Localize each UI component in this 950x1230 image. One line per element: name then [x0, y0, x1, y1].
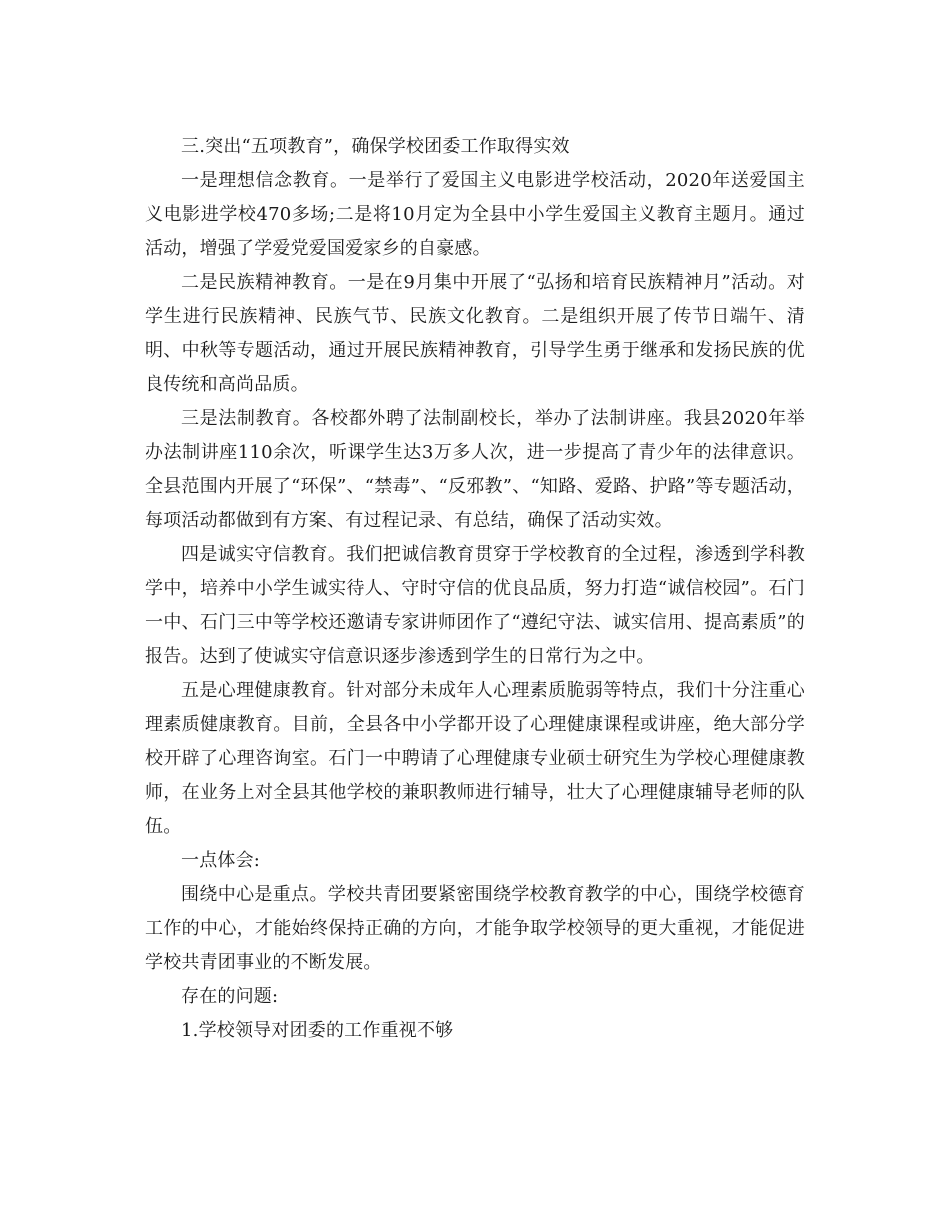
list-item-problem-1: 1.学校领导对团委的工作重视不够 [181, 1020, 454, 1041]
section-heading: 三.突出“五项教育”，确保学校团委工作取得实效 [181, 136, 570, 157]
paragraph-ideal-belief: 一是理想信念教育。一是举行了爱国主义电影进学校活动，2020年送爱国主义电影进学校470多场;二是将10月定为全县中小学生爱国主义教育主题月。通过活动，增强了学爱党爱国爱家乡的自豪感。 [145, 170, 805, 259]
paragraph-mental-health: 五是心理健康教育。针对部分未成年人心理素质脆弱等特点，我们十分注重心理素质健康教育。目前，全县各中小学都开设了心理健康课程或讲座，绝大部分学校开辟了心理咨询室。石门一中聘请了心理健康专业硕士研究生为学校心理健康教师，在业务上对全县其他学校的兼职教师进行辅导，壮大了心理健康辅导老师的队伍。 [145, 680, 805, 837]
paragraph-experience: 围绕中心是重点。学校共青团要紧密围绕学校教育教学的中心，围绕学校德育工作的中心，才能始终保持正确的方向，才能争取学校领导的更大重视，才能促进学校共青团事业的不断发展。 [145, 884, 805, 973]
paragraph-national-spirit: 二是民族精神教育。一是在9月集中开展了“弘扬和培育民族精神月”活动。对学生进行民族精神、民族气节、民族文化教育。二是组织开展了传节日端午、清明、中秋等专题活动，通过开展民族精神教育，引导学生勇于继承和发扬民族的优良传统和高尚品质。 [145, 272, 805, 395]
document-body [145, 130, 805, 1048]
paragraph-legal-education: 三是法制教育。各校都外聘了法制副校长，举办了法制讲座。我县2020年举办法制讲座110余次，听课学生达3万多人次，进一步提高了青少年的法律意识。全县范围内开展了“环保”、“禁毒”、“反邪教”、“知路、爱路、护路”等专题活动，每项活动都做到有方案、有过程记录、有总结，确保了活动实效。 [145, 408, 805, 531]
paragraph-integrity: 四是诚实守信教育。我们把诚信教育贯穿于学校教育的全过程，渗透到学科教学中，培养中小学生诚实待人、守时守信的优良品质，努力打造“诚信校园”。石门一中、石门三中等学校还邀请专家讲师团作了“遵纪守法、诚实信用、提高素质”的报告。达到了使诚实守信意识逐步渗透到学生的日常行为之中。 [145, 544, 805, 667]
subheading-experience: 一点体会: [181, 850, 261, 871]
subheading-problems: 存在的问题: [181, 986, 279, 1007]
